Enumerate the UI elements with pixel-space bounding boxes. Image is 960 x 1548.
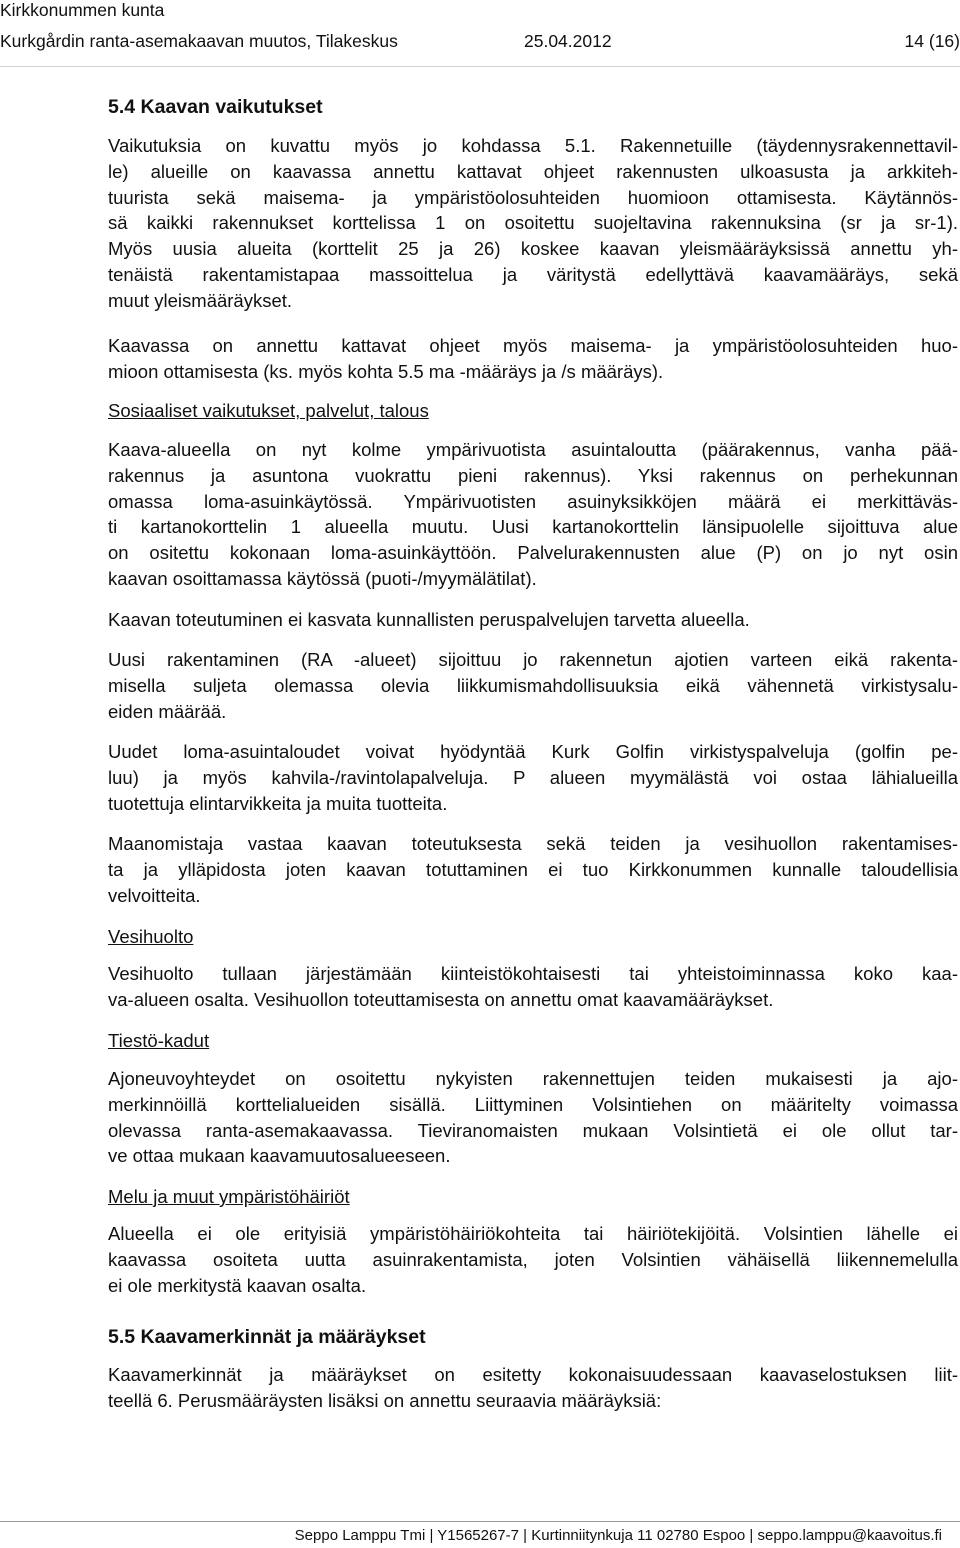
text-line: ti kartanokorttelin 1 alueella muutu. Uusi kartanokorttelin länsipuolelle sijoittuva alue <box>108 516 958 538</box>
subheading-sosiaaliset: Sosiaaliset vaikutukset, palvelut, talous <box>108 400 429 421</box>
text-line: tenäistä rakentamistapaa massoittelua ja väritystä edellyttävä kaavamääräys, sekä <box>108 263 958 285</box>
paragraph-uusi-rakentaminen <box>108 647 958 724</box>
paragraph-melu <box>108 1221 958 1298</box>
header-date: 25.04.2012 <box>524 31 612 51</box>
text-line: Kaavassa on annettu kattavat ohjeet myös maisema- ja ympäristöolosuhteiden huo- <box>108 335 958 356</box>
subheading-tiesto-kadut: Tiestö-kadut <box>108 1030 210 1051</box>
text-line: on ositettu kokonaan loma-asuinkäyttöön. Palvelurakennusten alue (P) on jo nyt osin <box>108 542 958 564</box>
text-line: Uudet loma-asuintaloudet voivat hyödyntää Kurk Golfin virkistyspalveluja (golfin pe- <box>108 741 958 762</box>
text-line: Kaavan toteutuminen ei kasvata kunnallisten peruspalvelujen tarvetta alueella. <box>108 609 750 630</box>
paragraph-vesihuolto <box>108 961 958 1013</box>
text-line: ei ole merkitystä kaavan osalta. <box>108 1274 367 1296</box>
text-line: Myös uusia alueita (korttelit 25 ja 26) koskee kaavan yleismääräyksissä annettu yh- <box>108 238 958 260</box>
text-line: ta ja ylläpidosta joten kaavan totuttaminen ei tuo Kirkkonummen kunnalle taloudellisia <box>108 858 958 880</box>
text-line: teellä 6. Perusmääräysten lisäksi on annettu seuraavia määräyksiä: <box>108 1389 662 1411</box>
text-line: merkinnöillä korttelialueiden sisällä. Liittyminen Volsintiehen on määritelty voimassa <box>108 1093 958 1115</box>
text-line: Uusi rakentaminen (RA -alueet) sijoittuu jo rakennetun ajotien varteen eikä rakenta- <box>108 649 958 670</box>
text-line: omassa loma-asuinkäytössä. Ympärivuotisten asuinyksikköjen määrä ei merkittäväs- <box>108 490 958 512</box>
text-line: Maanomistaja vastaa kaavan toteutuksesta sekä teiden ja vesihuollon rakentamises- <box>108 833 958 854</box>
header-divider <box>0 66 960 67</box>
subheading-vesihuolto: Vesihuolto <box>108 926 194 947</box>
paragraph-ajoneuvoyhteydet <box>108 1066 958 1169</box>
paragraph-virkistyspalvelut <box>108 739 958 816</box>
text-line: eiden määrää. <box>108 700 227 722</box>
text-line: Alueella ei ole erityisiä ympäristöhäiriökohteita tai häiriötekijöitä. Volsintien lähelle ei <box>108 1223 958 1244</box>
paragraph-peruspalvelut <box>108 607 958 633</box>
text-line: va-alueen osalta. Vesihuollon toteuttamisesta on annettu omat kaavamääräykset. <box>108 988 774 1010</box>
text-line: misella suljeta olemassa olevia liikkumismahdollisuuksia eikä vähennetä virkistysalu- <box>108 674 958 696</box>
text-line: Vesihuolto tullaan järjestämään kiinteistökohtaisesti tai yhteistoiminnassa koko kaa- <box>108 963 958 984</box>
text-line: tuurista sekä maisema- ja ympäristöolosuhteiden huomioon ottamisesta. Käytännös- <box>108 186 958 208</box>
paragraph-maanomistaja <box>108 831 958 908</box>
text-line: luu) ja myös kahvila-/ravintolapalveluja. P alueen myymälästä voi ostaa lähialueilla <box>108 766 958 788</box>
paragraph-asuintaloudet <box>108 437 958 592</box>
text-line: kaavassa osoiteta uutta asuinrakentamista, joten Volsintien vähäisellä liikennemelulla <box>108 1248 958 1270</box>
paragraph-kaavamerkinnat <box>108 1362 958 1414</box>
text-line: le) alueille on kaavassa annettu kattavat ohjeet rakennusten ulkoasusta ja arkkiteh- <box>108 160 958 182</box>
subheading-melu: Melu ja muut ympäristöhäiriöt <box>108 1186 350 1207</box>
text-line: Ajoneuvoyhteydet on osoitettu nykyisten rakennettujen teiden mukaisesti ja ajo- <box>108 1068 958 1089</box>
section-heading-5-5: 5.5 Kaavamerkinnät ja määräykset <box>108 1326 426 1348</box>
text-line: ve ottaa mukaan kaavamuutosalueeseen. <box>108 1145 451 1167</box>
paragraph-maisema-ohjeet <box>108 333 958 385</box>
section-heading-5-4: 5.4 Kaavan vaikutukset <box>108 96 323 118</box>
text-line: Kaavamerkinnät ja määräykset on esitetty kokonaisuudessaan kaavaselostuksen liit- <box>108 1364 958 1385</box>
text-line: tuotettuja elintarvikkeita ja muita tuotteita. <box>108 792 448 814</box>
paragraph-vaikutukset <box>108 133 958 314</box>
text-line: olevassa ranta-asemakaavassa. Tieviranomaisten mukaan Volsintietä ei ole ollut tar- <box>108 1119 958 1141</box>
header-document-title: Kurkgårdin ranta-asemakaavan muutos, Tilakeskus <box>0 31 398 51</box>
text-line: Vaikutuksia on kuvattu myös jo kohdassa 5.1. Rakennetuille (täydennysrakennettavil- <box>108 135 958 156</box>
text-line: sä kaikki rakennukset korttelissa 1 on osoitettu suojeltavina rakennuksina (sr ja sr-1). <box>108 212 958 234</box>
header-organization: Kirkkonummen kunta <box>0 0 165 20</box>
text-line: rakennus ja asuntona vuokrattu pieni rakennus). Yksi rakennus on perhekunnan <box>108 464 958 486</box>
footer-contact: Seppo Lamppu Tmi | Y1565267-7 | Kurtinniitynkuja 11 02780 Espoo | seppo.lamppu@kaavoitus.fi <box>294 1527 942 1544</box>
text-line: kaavan osoittamassa käytössä (puoti-/myymälätilat). <box>108 567 537 589</box>
text-line: Kaava-alueella on nyt kolme ympärivuotista asuintaloutta (päärakennus, vanha pää- <box>108 439 958 460</box>
footer-divider <box>0 1521 960 1522</box>
text-line: velvoitteita. <box>108 884 201 906</box>
header-page-number: 14 (16) <box>904 31 960 51</box>
text-line: mioon ottamisesta (ks. myös kohta 5.5 ma -määräys ja /s määräys). <box>108 360 664 382</box>
text-line: muut yleismääräykset. <box>108 289 293 311</box>
